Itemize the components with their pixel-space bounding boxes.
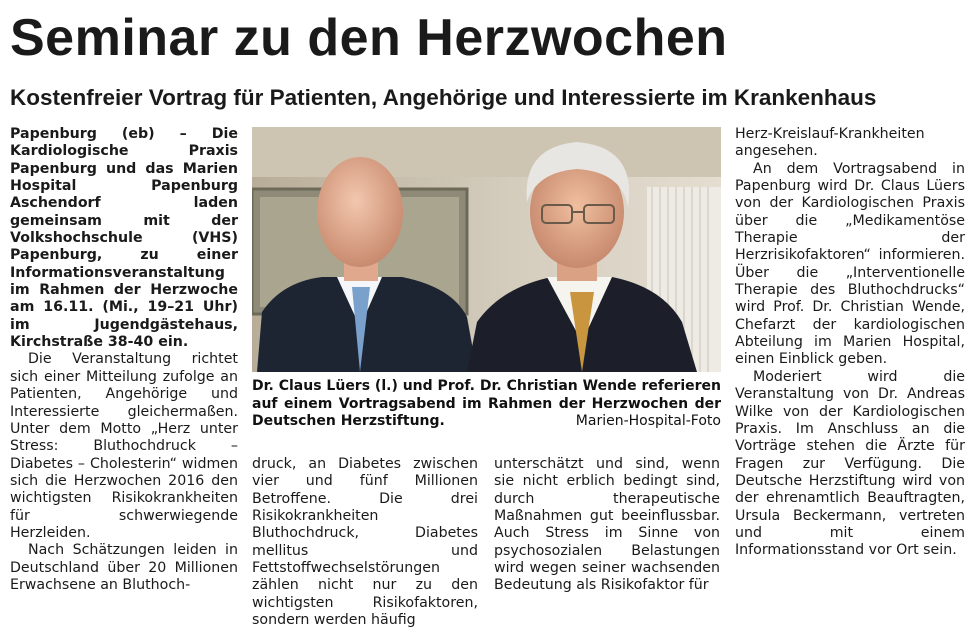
photo-caption	[252, 378, 721, 431]
text-column-2	[252, 456, 478, 629]
lead-paragraph: Papenburg (eb) – Die Kardiologische Praxis Papenburg und das Marien Hospital Papenburg Aschendorf laden gemeinsam mit der Volkshochschule (VHS) Papenburg, zu einer Informationsveranstaltung im Rahmen der Herzwoche am 16.11. (Mi., 19–21 Uhr) im Jugendgästehaus, Kirchstraße 38-40 ein.	[10, 126, 238, 351]
paragraph: Nach Schätzungen leiden in Deutschland über 20 Millionen Erwachsene an Bluthoch-	[10, 542, 238, 593]
text-column-1	[10, 126, 238, 594]
paragraph: Moderiert wird die Veranstaltung von Dr. Andreas Wilke von der Kardiologischen Praxis. Im Anschluss an die Vorträge stehen die Ärzte für Fragen zur Verfügung. Die Deutsche Herzstiftung wird von der ehrenamtlich Beauftragten, Ursula Beckermann, vertreten und mit einem Informationsstand vor Ort sein.	[735, 368, 965, 559]
photo-two-doctors	[252, 127, 721, 372]
text-column-4	[735, 126, 965, 560]
photo-credit: Marien-Hospital-Foto	[575, 413, 721, 429]
paragraph: An dem Vortragsabend in Papenburg wird Dr. Claus Lüers von der Kardiologischen Praxis über die „Medikamentöse Therapie der Herzrisikofaktoren“ informieren. Über die „Interventionelle Therapie des Bluthochdrucks“ wird Prof. Dr. Christian Wende, Chefarzt der kardiologischen Abteilung im Marien Hospital, einen Einblick geben.	[735, 160, 965, 368]
paragraph: druck, an Diabetes zwischen vier und fünf Millionen Betroffene. Die drei Risikokrankheiten Bluthochdruck, Diabetes mellitus und Fettstoffwechselstörungen zählen nicht nur zu den wichtigsten Risikofaktoren, sondern werden häufig	[252, 456, 478, 629]
paragraph: Herz-Kreislauf-Krankheiten angesehen.	[735, 126, 925, 160]
article-photo	[252, 127, 721, 372]
caption-text: Dr. Claus Lüers (l.) und Prof. Dr. Christian Wende referieren auf einem Vortragsabend im Rahmen der Herzwochen der Deutschen Herzstiftung.	[252, 378, 721, 429]
paragraph: Die Veranstaltung richtet sich einer Mitteilung zufolge an Patienten, Angehörige und Interessierte gleichermaßen. Unter dem Motto „Herz unter Stress: Bluthochdruck – Diabetes – Cholesterin“ widmen sich die Herzwochen 2016 den wichtigsten Risikokrankheiten für schwerwiegende Herzleiden.	[10, 351, 238, 541]
text-column-3	[494, 456, 720, 595]
paragraph: unterschätzt und sind, wenn sie nicht erblich bedingt sind, durch therapeutische Maßnahmen gut beeinflussbar. Auch Stress im Sinne von psychosozialen Belastungen wird wegen seiner wachsenden Bedeutung als Risikofaktor für	[494, 456, 720, 594]
subheadline: Kostenfreier Vortrag für Patienten, Angehörige und Interessierte im Krankenhaus	[10, 85, 877, 110]
headline: Seminar zu den Herzwochen	[10, 9, 728, 67]
